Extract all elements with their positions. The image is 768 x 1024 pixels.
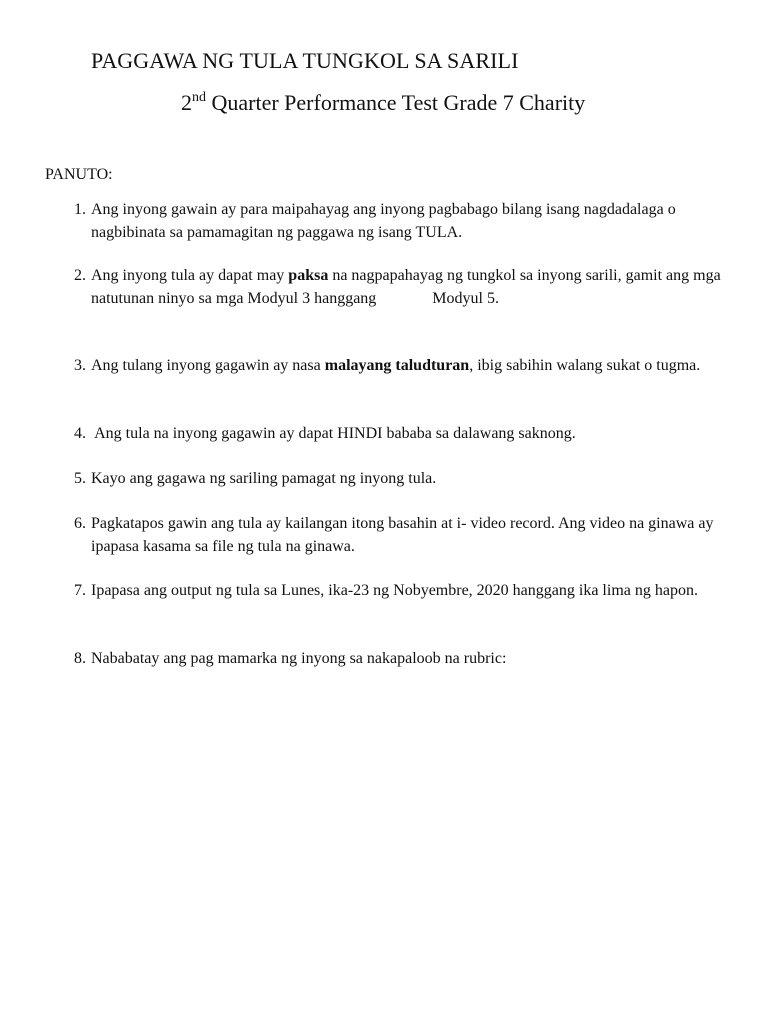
document-subtitle [181,90,585,116]
list-item-number: 2. [74,267,86,284]
list-item-text: Nababatay ang pag mamarka ng inyong sa nakapaloob na rubric: [91,650,507,667]
list-item-bold-term: malayang taludturan [324,357,470,374]
list-item-text: Pagkatapos gawin ang tula ay kailangan itong basahin at i- video record. Ang video na ginawa ay ipapasa kasama sa file ng tula na ginawa. [91,515,714,555]
instructions-heading: PANUTO: [45,166,113,183]
list-item-number: 5. [74,470,86,487]
list-item-text [91,264,731,310]
list-item-text-part: Ang inyong tula ay dapat may [91,267,289,284]
list-item-text: Ang inyong gawain ay para maipahayag ang inyong pagbabago bilang isang nagdadalaga o nagbibinata sa pamamagitan ng paggawa ng isang TULA. [91,201,676,241]
list-item-text [91,354,731,377]
list-item-number: 4. [74,425,86,442]
list-item-text-part: na nagpapahayag ng tungkol sa inyong sarili, gamit ang mga natutunan ninyo sa mga Modyul 3 hanggang [91,267,721,307]
subtitle-text: Quarter Performance Test Grade 7 Charity [206,90,586,115]
list-item-number: 7. [74,582,86,599]
list-item-text-part: Ang tulang inyong gagawin ay nasa [91,357,325,374]
list-item-text-part: Modyul 5. [432,290,499,307]
list-item-text: Kayo ang gagawa ng sariling pamagat ng inyong tula. [91,470,437,487]
document-title: PAGGAWA NG TULA TUNGKOL SA SARILI [91,48,519,73]
subtitle-ordinal: 2 [181,90,192,115]
list-item-number: 3. [74,357,86,374]
list-item-number: 8. [74,650,86,667]
list-item-number: 6. [74,515,86,532]
list-item-text: Ipapasa ang output ng tula sa Lunes, ika-23 ng Nobyembre, 2020 hanggang ika lima ng hapon. [91,582,698,599]
subtitle-ordinal-suffix: nd [192,89,206,105]
list-item-text: Ang tula na inyong gagawin ay dapat HINDI bababa sa dalawang saknong. [91,425,576,442]
list-item-number: 1. [74,201,86,218]
list-item-bold-term: paksa [288,267,329,284]
list-item-text-part: , ibig sabihin walang sukat o tugma. [469,357,701,374]
